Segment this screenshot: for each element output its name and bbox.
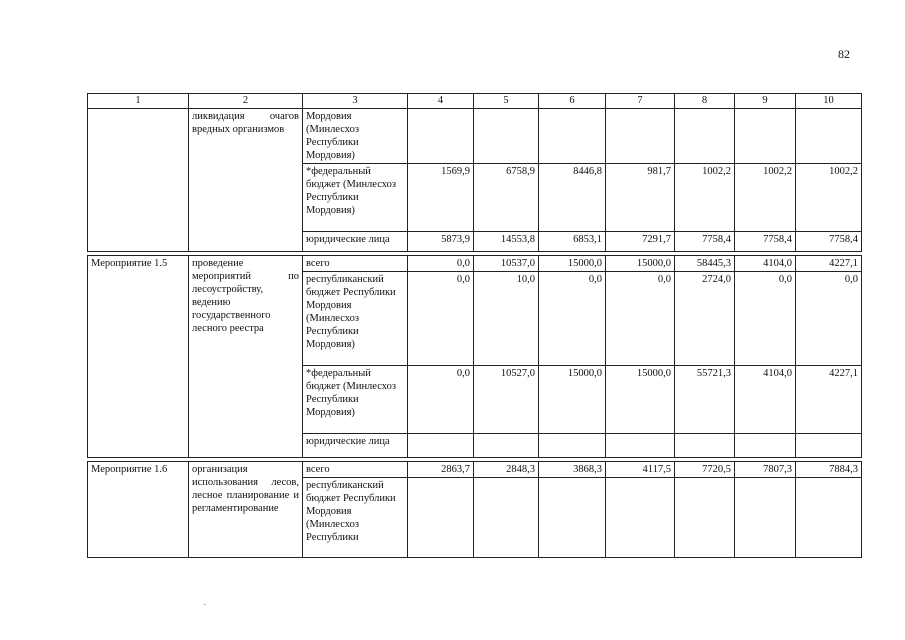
value-cell — [735, 478, 796, 558]
value-cell: 7758,4 — [735, 232, 796, 252]
value-cell: 6758,9 — [474, 164, 539, 232]
value-cell: 4117,5 — [606, 462, 675, 478]
value-cell — [539, 478, 606, 558]
column-header: 10 — [796, 94, 862, 109]
value-cell — [675, 478, 735, 558]
value-cell: 4104,0 — [735, 366, 796, 434]
measure-name: ликвидация очагов вредных организмов — [189, 109, 303, 252]
table-row — [88, 256, 862, 272]
value-cell: 0,0 — [796, 272, 862, 366]
value-cell: 0,0 — [408, 366, 474, 434]
value-cell: 14553,8 — [474, 232, 539, 252]
value-cell: 1002,2 — [675, 164, 735, 232]
value-cell: 8446,8 — [539, 164, 606, 232]
scan-speck — [204, 604, 206, 605]
value-cell: 4227,1 — [796, 366, 862, 434]
value-cell: 0,0 — [606, 272, 675, 366]
value-cell — [606, 109, 675, 164]
value-cell: 10527,0 — [474, 366, 539, 434]
measure-label-cell — [88, 109, 189, 252]
funding-source: *федеральный бюджет (Минлесхоз Республики Мордовия) — [303, 164, 408, 232]
value-cell: 4104,0 — [735, 256, 796, 272]
value-cell: 58445,3 — [675, 256, 735, 272]
value-cell: 7720,5 — [675, 462, 735, 478]
value-cell — [539, 434, 606, 458]
value-cell: 7758,4 — [796, 232, 862, 252]
value-cell — [675, 434, 735, 458]
column-header: 7 — [606, 94, 675, 109]
table-row — [88, 462, 862, 478]
value-cell: 7884,3 — [796, 462, 862, 478]
funding-source: Мордовия (Минлесхоз Республики Мордовия) — [303, 109, 408, 164]
value-cell: 10,0 — [474, 272, 539, 366]
funding-source: всего — [303, 256, 408, 272]
value-cell — [408, 478, 474, 558]
measure-label: Мероприятие 1.6 — [88, 462, 189, 558]
value-cell: 0,0 — [735, 272, 796, 366]
table-row — [88, 109, 862, 164]
value-cell: 7758,4 — [675, 232, 735, 252]
value-cell — [796, 434, 862, 458]
value-cell — [735, 434, 796, 458]
header-row — [88, 94, 862, 109]
value-cell — [474, 434, 539, 458]
value-cell — [539, 109, 606, 164]
funding-source: республиканский бюджет Республики Мордовия (Минлесхоз Республики — [303, 478, 408, 558]
value-cell: 1569,9 — [408, 164, 474, 232]
value-cell — [408, 109, 474, 164]
funding-source: республиканский бюджет Республики Мордовия (Минлесхоз Республики Мордовия) — [303, 272, 408, 366]
value-cell: 2848,3 — [474, 462, 539, 478]
value-cell: 2863,7 — [408, 462, 474, 478]
value-cell: 6853,1 — [539, 232, 606, 252]
column-header: 6 — [539, 94, 606, 109]
value-cell — [735, 109, 796, 164]
value-cell: 0,0 — [408, 256, 474, 272]
value-cell: 15000,0 — [539, 366, 606, 434]
value-cell: 1002,2 — [796, 164, 862, 232]
column-header: 8 — [675, 94, 735, 109]
value-cell — [408, 434, 474, 458]
value-cell: 5873,9 — [408, 232, 474, 252]
value-cell — [796, 478, 862, 558]
value-cell — [474, 109, 539, 164]
value-cell: 3868,3 — [539, 462, 606, 478]
column-header: 2 — [189, 94, 303, 109]
value-cell — [675, 109, 735, 164]
measure-name: проведение мероприятий по лесоустройству, ведению государственного лесного реестра — [189, 256, 303, 458]
page-number: 82 — [838, 47, 850, 61]
value-cell — [606, 434, 675, 458]
funding-source: всего — [303, 462, 408, 478]
column-header: 5 — [474, 94, 539, 109]
column-header: 4 — [408, 94, 474, 109]
value-cell: 15000,0 — [606, 256, 675, 272]
value-cell — [796, 109, 862, 164]
value-cell: 7807,3 — [735, 462, 796, 478]
value-cell: 0,0 — [408, 272, 474, 366]
value-cell: 15000,0 — [539, 256, 606, 272]
value-cell: 10537,0 — [474, 256, 539, 272]
value-cell: 1002,2 — [735, 164, 796, 232]
value-cell: 15000,0 — [606, 366, 675, 434]
funding-source: *федеральный бюджет (Минлесхоз Республики Мордовия) — [303, 366, 408, 434]
value-cell: 2724,0 — [675, 272, 735, 366]
column-header: 9 — [735, 94, 796, 109]
value-cell: 981,7 — [606, 164, 675, 232]
budget-table — [87, 93, 862, 558]
funding-source: юридические лица — [303, 232, 408, 252]
value-cell — [606, 478, 675, 558]
measure-name: организация использования лесов, лесное планирование и регламентирование — [189, 462, 303, 558]
column-header: 3 — [303, 94, 408, 109]
value-cell — [474, 478, 539, 558]
value-cell: 55721,3 — [675, 366, 735, 434]
column-header: 1 — [88, 94, 189, 109]
funding-source: юридические лица — [303, 434, 408, 458]
value-cell: 0,0 — [539, 272, 606, 366]
value-cell: 4227,1 — [796, 256, 862, 272]
measure-label: Мероприятие 1.5 — [88, 256, 189, 458]
value-cell: 7291,7 — [606, 232, 675, 252]
